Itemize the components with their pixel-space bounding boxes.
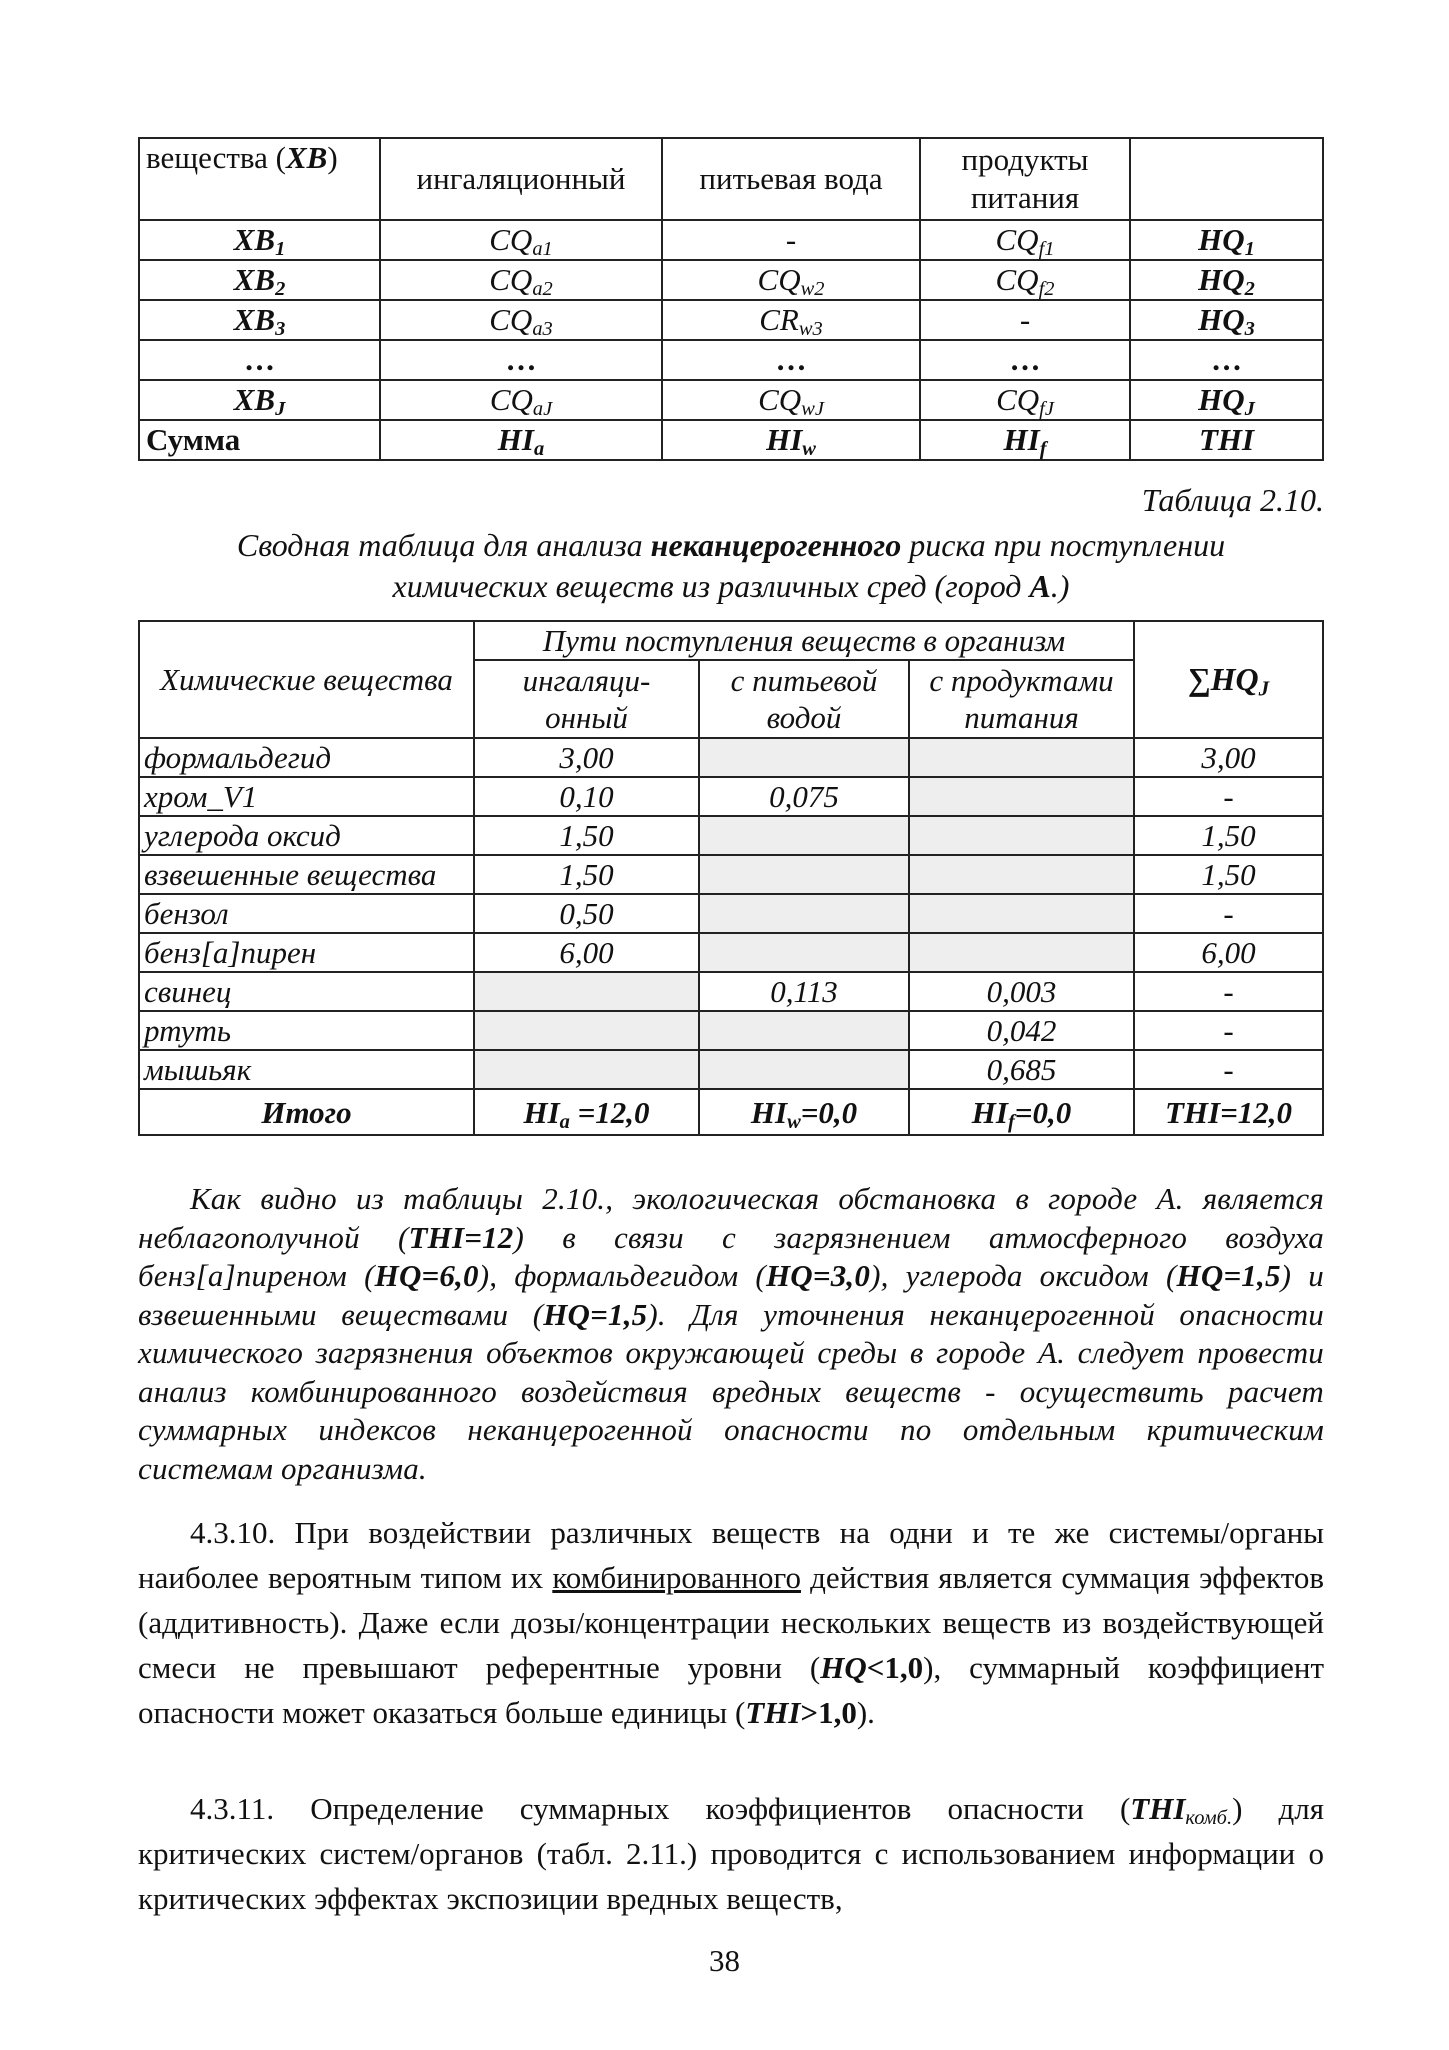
substance-cell: взвешенные вещества [139, 855, 474, 894]
total-row [139, 1089, 1323, 1135]
hq-cell: $HQ_3$ [1130, 300, 1323, 340]
inhal-cell: $CQ_{aJ}$ [380, 380, 662, 420]
table-row [139, 1011, 1323, 1050]
water-cell: 0,113 [699, 972, 909, 1011]
table-number: Таблица 2.10. [1141, 482, 1324, 518]
sum-cell: 1,50 [1134, 816, 1323, 855]
food-cell: - [920, 300, 1130, 340]
sum-cell: - [1134, 894, 1323, 933]
substance-cell: $ХВ_1$ [139, 220, 380, 260]
water-cell: - [662, 220, 920, 260]
table-row [139, 855, 1323, 894]
table-row [139, 260, 1323, 300]
food-cell: 0,003 [909, 972, 1134, 1011]
substance-cell: ртуть [139, 1011, 474, 1050]
substance-cell: $ХВ_J$ [139, 380, 380, 420]
inhal-cell: 1,50 [474, 816, 699, 855]
inhal-cell: 1,50 [474, 855, 699, 894]
table-row [139, 220, 1323, 260]
water-cell [699, 738, 909, 777]
sum-cell: 3,00 [1134, 738, 1323, 777]
sum-cell: - [1134, 1050, 1323, 1089]
section-4-3-11-paragraph: 4.3.11. Определение суммарных коэффициентов опасности $(THI_{комб.})$ для критических систем/органов (табл. 2.11.) проводится с использованием информации о критических эффектах экспозиции вредных веществ, [138, 1791, 1324, 1916]
table-row [139, 933, 1323, 972]
header-food: продукты питания [920, 138, 1130, 220]
table-row [139, 340, 1323, 380]
water-cell [699, 933, 909, 972]
water-cell [699, 1050, 909, 1089]
substance-cell: … [139, 340, 380, 380]
food-cell [909, 816, 1134, 855]
total-inhal: $HI_a =12,0$ [474, 1089, 699, 1135]
page-number: 38 [709, 1943, 740, 1978]
inhal-cell: $CQ_{a3}$ [380, 300, 662, 340]
water-cell [699, 816, 909, 855]
food-cell [909, 933, 1134, 972]
substance-cell: $ХВ_2$ [139, 260, 380, 300]
inhal-cell: $CQ_{a2}$ [380, 260, 662, 300]
food-cell [909, 894, 1134, 933]
table-row [139, 1050, 1323, 1089]
food-cell: $CQ_{fJ}$ [920, 380, 1130, 420]
hq-cell: $HQ_1$ [1130, 220, 1323, 260]
water-cell: … [662, 340, 920, 380]
table-row [139, 738, 1323, 777]
total-food: $HI_f=0,0$ [909, 1089, 1134, 1135]
sum-water: $HI_w$ [662, 420, 920, 460]
exposure-routes-table [138, 137, 1324, 461]
header-water: с питьевой водой [699, 660, 909, 738]
table-row [139, 816, 1323, 855]
inhal-cell: 0,50 [474, 894, 699, 933]
food-cell: 0,685 [909, 1050, 1134, 1089]
table-row [139, 380, 1323, 420]
sum-cell: - [1134, 972, 1323, 1011]
water-cell: $CQ_{w2}$ [662, 260, 920, 300]
water-cell [699, 894, 909, 933]
inhal-cell [474, 1011, 699, 1050]
summary-risk-table [138, 620, 1324, 1136]
water-cell: $CR_{w3}$ [662, 300, 920, 340]
substance-cell: бенз[а]пирен [139, 933, 474, 972]
substance-cell: формальдегид [139, 738, 474, 777]
substance-cell: хром_V1 [139, 777, 474, 816]
water-cell: 0,075 [699, 777, 909, 816]
header-substance: вещества (ХВ) [139, 138, 380, 220]
total-thi: THI=12,0 [1134, 1089, 1323, 1135]
substance-cell: углерода оксид [139, 816, 474, 855]
header-water: питьевая вода [662, 138, 920, 220]
sum-inhal: $HI_a$ [380, 420, 662, 460]
table-row [139, 300, 1323, 340]
inhal-cell: 6,00 [474, 933, 699, 972]
hq-cell: $HQ_2$ [1130, 260, 1323, 300]
food-cell [909, 855, 1134, 894]
hq-cell: $HQ_J$ [1130, 380, 1323, 420]
food-cell: $CQ_{f1}$ [920, 220, 1130, 260]
sum-cell: - [1134, 777, 1323, 816]
food-cell [909, 777, 1134, 816]
food-cell: … [920, 340, 1130, 380]
section-4-3-10-paragraph: 4.3.10. При воздействии различных веществ на одни и те же системы/органы наиболее вероятным типом их комбинированного действия является суммация эффектов (аддитивность). Даже если дозы/концентрации нескольких веществ из воздействующей смеси не превышают референтные уровни (HQ<1,0), суммарный коэффициент опасности может оказаться больше единицы (THI>1,0). [138, 1515, 1325, 1730]
header-sum-hq: $\sum HQ_J$ [1134, 621, 1323, 738]
sum-row [139, 420, 1323, 460]
substance-cell: $ХВ_3$ [139, 300, 380, 340]
header-hq [1130, 138, 1323, 220]
header-food: с продуктами питания [909, 660, 1134, 738]
header-inhalation: ингаляционный [380, 138, 662, 220]
total-water: $HI_w=0,0$ [699, 1089, 909, 1135]
water-cell [699, 1011, 909, 1050]
food-cell: $CQ_{f2}$ [920, 260, 1130, 300]
header-substances: Химические вещества [139, 621, 474, 738]
inhal-cell: 0,10 [474, 777, 699, 816]
total-label: Итого [139, 1089, 474, 1135]
table-header-row [139, 138, 1323, 220]
table-row [139, 972, 1323, 1011]
header-routes: Пути поступления веществ в организм [474, 621, 1134, 660]
inhal-cell [474, 1050, 699, 1089]
table-header-row [139, 621, 1323, 660]
inhal-cell: 3,00 [474, 738, 699, 777]
inhal-cell: … [380, 340, 662, 380]
header-inhalation: ингаляци- онный [474, 660, 699, 738]
sum-cell: 1,50 [1134, 855, 1323, 894]
substance-cell: свинец [139, 972, 474, 1011]
table-row [139, 894, 1323, 933]
sum-cell: - [1134, 1011, 1323, 1050]
table-caption: Сводная таблица для анализа неканцерогенного риска при поступлении химических веществ из различных сред (город А.) [236, 527, 1226, 604]
substance-cell: бензол [139, 894, 474, 933]
conclusion-paragraph: Как видно из таблицы 2.10., экологическая обстановка в городе А. является неблагополучной (THI=12) в связи с загрязнением атмосферного воздуха бенз[а]пиреном (HQ=6,0), формальдегидом (HQ=3,0), углерода оксидом (HQ=1,5) и взвешенными веществами (HQ=1,5). Для уточнения неканцерогенной опасности химического загрязнения объектов окружающей среды в городе А. следует провести анализ комбинированного воздействия вредных веществ - осуществить расчет суммарных индексов неканцерогенной опасности по отдельным критическим системам организма. [138, 1181, 1325, 1486]
sum-cell: 6,00 [1134, 933, 1323, 972]
sum-total: THI [1130, 420, 1323, 460]
hq-cell: … [1130, 340, 1323, 380]
inhal-cell: $CQ_{a1}$ [380, 220, 662, 260]
sum-food: $HI_f$ [920, 420, 1130, 460]
inhal-cell [474, 972, 699, 1011]
food-cell [909, 738, 1134, 777]
table-row [139, 777, 1323, 816]
water-cell [699, 855, 909, 894]
sum-label: Сумма [139, 420, 380, 460]
water-cell: $CQ_{wJ}$ [662, 380, 920, 420]
food-cell: 0,042 [909, 1011, 1134, 1050]
substance-cell: мышьяк [139, 1050, 474, 1089]
